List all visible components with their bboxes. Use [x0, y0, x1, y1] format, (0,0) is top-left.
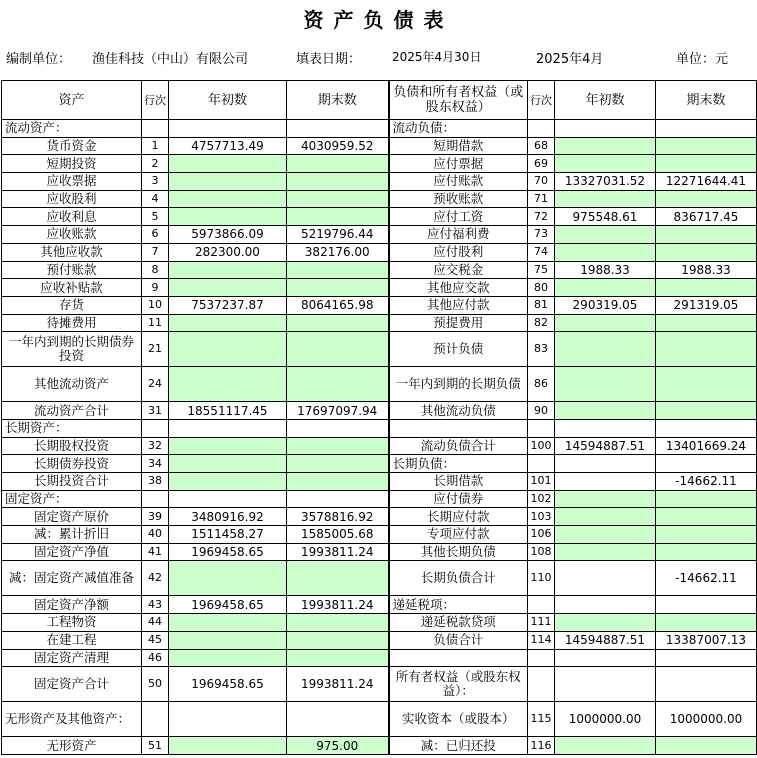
liability-label: 应付股利	[389, 243, 528, 261]
page-title: 资产负债表	[303, 8, 454, 32]
header-row-no-2: 行次	[528, 81, 555, 120]
asset-begin-value: 1969458.65	[169, 543, 287, 561]
liability-row-no: 115	[528, 702, 555, 737]
asset-end-value	[287, 614, 389, 632]
asset-end-value: 1993811.24	[287, 596, 389, 614]
asset-row-no: 11	[142, 314, 169, 332]
liability-begin-value	[555, 137, 656, 155]
liability-label: 实收资本（或股本）	[389, 702, 528, 737]
liability-end-value	[656, 402, 757, 420]
asset-end-value	[287, 173, 389, 191]
asset-row-no: 46	[142, 649, 169, 667]
liability-label: 长期负债：	[389, 455, 528, 473]
asset-begin-value: 3480916.92	[169, 508, 287, 526]
asset-begin-value	[169, 631, 287, 649]
asset-label: 待摊费用	[2, 314, 142, 332]
table-row	[2, 596, 757, 614]
asset-begin-value: 18551117.45	[169, 402, 287, 420]
asset-row-no: 51	[142, 737, 169, 755]
asset-begin-value: 7537237.87	[169, 296, 287, 314]
liability-label: 应交税金	[389, 261, 528, 279]
asset-begin-value	[169, 614, 287, 632]
asset-begin-value: 4757713.49	[169, 137, 287, 155]
liability-end-value	[656, 367, 757, 402]
liability-begin-value	[555, 490, 656, 508]
asset-begin-value: 1511458.27	[169, 526, 287, 544]
asset-row-no	[142, 702, 169, 737]
asset-row-no: 4	[142, 190, 169, 208]
asset-begin-value	[169, 737, 287, 755]
liability-row-no	[528, 649, 555, 667]
asset-row-no: 2	[142, 155, 169, 173]
liability-row-no: 83	[528, 332, 555, 367]
liability-begin-value	[555, 649, 656, 667]
asset-end-value	[287, 120, 389, 138]
asset-row-no: 3	[142, 173, 169, 191]
liability-end-value	[656, 137, 757, 155]
liability-row-no	[528, 667, 555, 702]
asset-label: 固定资产净额	[2, 596, 142, 614]
table-row	[2, 137, 757, 155]
liability-label: 预收账款	[389, 190, 528, 208]
asset-label: 流动资产：	[2, 120, 142, 138]
asset-label: 其他流动资产	[2, 367, 142, 402]
liability-begin-value	[555, 367, 656, 402]
liability-end-value	[656, 596, 757, 614]
liability-label	[389, 649, 528, 667]
liability-label: 其他长期负债	[389, 543, 528, 561]
asset-label: 固定资产：	[2, 490, 142, 508]
liability-end-value: 13387007.13	[656, 631, 757, 649]
asset-row-no: 38	[142, 473, 169, 491]
asset-begin-value	[169, 473, 287, 491]
liability-begin-value	[555, 526, 656, 544]
table-row	[2, 455, 757, 473]
liability-row-no: 101	[528, 473, 555, 491]
currency-unit: 单位：元	[676, 52, 729, 67]
liability-end-value	[656, 120, 757, 138]
asset-end-value	[287, 437, 389, 455]
asset-row-no: 42	[142, 561, 169, 596]
liability-label: 一年内到期的长期负债	[389, 367, 528, 402]
liability-row-no	[528, 455, 555, 473]
asset-label: 长期债券投资	[2, 455, 142, 473]
liability-end-value	[656, 667, 757, 702]
asset-label: 在建工程	[2, 631, 142, 649]
liability-row-no: 80	[528, 279, 555, 297]
asset-begin-value	[169, 261, 287, 279]
liability-label: 所有者权益（或股东权益）：	[389, 667, 528, 702]
liability-begin-value: 14594887.51	[555, 631, 656, 649]
asset-begin-value	[169, 367, 287, 402]
asset-end-value: 1585005.68	[287, 526, 389, 544]
liability-end-value	[656, 243, 757, 261]
liability-end-value	[656, 190, 757, 208]
liability-begin-value	[555, 508, 656, 526]
asset-label: 减：累计折旧	[2, 526, 142, 544]
asset-label: 其他应收款	[2, 243, 142, 261]
asset-begin-value	[169, 437, 287, 455]
asset-label: 应收利息	[2, 208, 142, 226]
asset-end-value	[287, 419, 389, 437]
table-row	[2, 279, 757, 297]
liability-end-value	[656, 419, 757, 437]
liability-begin-value	[555, 226, 656, 244]
table-row	[2, 332, 757, 367]
asset-row-no: 10	[142, 296, 169, 314]
balance-sheet-table	[1, 80, 757, 755]
company-name: 渔佳科技（中山）有限公司	[92, 52, 249, 67]
liability-label: 长期负债合计	[389, 561, 528, 596]
asset-end-value: 975.00	[287, 737, 389, 755]
table-row	[2, 261, 757, 279]
asset-end-value	[287, 490, 389, 508]
liability-begin-value	[555, 561, 656, 596]
table-body	[2, 120, 757, 755]
asset-label: 存货	[2, 296, 142, 314]
asset-label: 固定资产净值	[2, 543, 142, 561]
asset-end-value	[287, 155, 389, 173]
table-row	[2, 561, 757, 596]
liability-label: 减：已归还投	[389, 737, 528, 755]
asset-end-value: 8064165.98	[287, 296, 389, 314]
table-row	[2, 543, 757, 561]
liability-begin-value: 13327031.52	[555, 173, 656, 191]
asset-end-value	[287, 455, 389, 473]
asset-end-value: 17697097.94	[287, 402, 389, 420]
table-row	[2, 173, 757, 191]
report-info	[0, 48, 757, 66]
asset-label: 无形资产及其他资产：	[2, 702, 142, 737]
asset-end-value: 5219796.44	[287, 226, 389, 244]
asset-label: 应收票据	[2, 173, 142, 191]
liability-end-value	[656, 455, 757, 473]
liability-row-no	[528, 120, 555, 138]
liability-label: 预计负债	[389, 332, 528, 367]
asset-row-no: 24	[142, 367, 169, 402]
asset-begin-value	[169, 279, 287, 297]
liability-label: 专项应付款	[389, 526, 528, 544]
header-liabilities: 负债和所有者权益（或股东权益）	[389, 81, 528, 120]
liability-label: 长期应付款	[389, 508, 528, 526]
asset-row-no	[142, 419, 169, 437]
asset-end-value	[287, 190, 389, 208]
asset-label: 应收股利	[2, 190, 142, 208]
liability-begin-value: 14594887.51	[555, 437, 656, 455]
table-row	[2, 649, 757, 667]
asset-begin-value	[169, 419, 287, 437]
period: 2025年4月	[536, 52, 604, 67]
liability-begin-value	[555, 667, 656, 702]
liability-label: 递延税项：	[389, 596, 528, 614]
asset-begin-value	[169, 332, 287, 367]
liability-row-no	[528, 596, 555, 614]
asset-label: 应收账款	[2, 226, 142, 244]
table-row	[2, 155, 757, 173]
asset-row-no: 41	[142, 543, 169, 561]
liability-row-no: 103	[528, 508, 555, 526]
table-row	[2, 631, 757, 649]
liability-label: 长期借款	[389, 473, 528, 491]
liability-end-value	[656, 314, 757, 332]
asset-begin-value: 1969458.65	[169, 667, 287, 702]
asset-row-no: 39	[142, 508, 169, 526]
liability-row-no: 111	[528, 614, 555, 632]
asset-begin-value	[169, 208, 287, 226]
asset-begin-value: 5973866.09	[169, 226, 287, 244]
liability-end-value	[656, 508, 757, 526]
liability-row-no	[528, 419, 555, 437]
liability-begin-value	[555, 332, 656, 367]
header-end: 期末数	[287, 81, 389, 120]
asset-end-value: 3578816.92	[287, 508, 389, 526]
liability-end-value	[656, 649, 757, 667]
asset-begin-value	[169, 702, 287, 737]
asset-label: 固定资产清理	[2, 649, 142, 667]
table-row	[2, 702, 757, 737]
asset-label: 预付账款	[2, 261, 142, 279]
liability-row-no: 71	[528, 190, 555, 208]
asset-end-value	[287, 649, 389, 667]
liability-end-value	[656, 279, 757, 297]
header-row-no: 行次	[142, 81, 169, 120]
table-row	[2, 314, 757, 332]
table-row	[2, 614, 757, 632]
liability-begin-value: 975548.61	[555, 208, 656, 226]
liability-row-no: 75	[528, 261, 555, 279]
liability-begin-value	[555, 455, 656, 473]
liability-label: 其他应交款	[389, 279, 528, 297]
liability-row-no: 70	[528, 173, 555, 191]
asset-row-no: 31	[142, 402, 169, 420]
table-row	[2, 243, 757, 261]
liability-end-value	[656, 332, 757, 367]
asset-end-value	[287, 367, 389, 402]
asset-row-no: 32	[142, 437, 169, 455]
asset-begin-value	[169, 561, 287, 596]
header-begin: 年初数	[169, 81, 287, 120]
asset-row-no: 45	[142, 631, 169, 649]
asset-begin-value	[169, 455, 287, 473]
liability-end-value	[656, 614, 757, 632]
table-row	[2, 367, 757, 402]
date-label: 填表日期：	[296, 52, 362, 67]
liability-row-no: 72	[528, 208, 555, 226]
table-row	[2, 226, 757, 244]
table-row	[2, 296, 757, 314]
liability-begin-value: 290319.05	[555, 296, 656, 314]
liability-row-no: 90	[528, 402, 555, 420]
liability-end-value: 13401669.24	[656, 437, 757, 455]
asset-row-no: 50	[142, 667, 169, 702]
liability-row-no: 82	[528, 314, 555, 332]
liability-row-no: 102	[528, 490, 555, 508]
table-row	[2, 737, 757, 755]
date-value: 2025年4月30日	[392, 50, 482, 64]
asset-end-value	[287, 314, 389, 332]
liability-label: 预提费用	[389, 314, 528, 332]
liability-begin-value	[555, 737, 656, 755]
liability-label: 其他应付款	[389, 296, 528, 314]
liability-begin-value	[555, 614, 656, 632]
asset-row-no: 7	[142, 243, 169, 261]
asset-label: 应收补贴款	[2, 279, 142, 297]
liability-row-no: 106	[528, 526, 555, 544]
asset-row-no	[142, 120, 169, 138]
liability-row-no: 116	[528, 737, 555, 755]
liability-label: 短期借款	[389, 137, 528, 155]
asset-begin-value	[169, 649, 287, 667]
asset-begin-value	[169, 173, 287, 191]
asset-row-no: 8	[142, 261, 169, 279]
liability-end-value: 836717.45	[656, 208, 757, 226]
asset-begin-value	[169, 490, 287, 508]
asset-row-no: 1	[142, 137, 169, 155]
table-row	[2, 437, 757, 455]
liability-end-value	[656, 737, 757, 755]
liability-row-no: 86	[528, 367, 555, 402]
asset-begin-value	[169, 190, 287, 208]
asset-label: 长期资产：	[2, 419, 142, 437]
liability-begin-value	[555, 473, 656, 491]
asset-row-no: 34	[142, 455, 169, 473]
asset-begin-value: 1969458.65	[169, 596, 287, 614]
liability-end-value: -14662.11	[656, 473, 757, 491]
table-row	[2, 473, 757, 491]
table-row	[2, 402, 757, 420]
liability-begin-value	[555, 543, 656, 561]
liability-end-value	[656, 226, 757, 244]
liability-begin-value: 1000000.00	[555, 702, 656, 737]
liability-label: 负债合计	[389, 631, 528, 649]
liability-label: 应付工资	[389, 208, 528, 226]
asset-label: 短期投资	[2, 155, 142, 173]
liability-begin-value: 1988.33	[555, 261, 656, 279]
asset-label: 长期股权投资	[2, 437, 142, 455]
table-row	[2, 526, 757, 544]
liability-end-value	[656, 490, 757, 508]
asset-label: 无形资产	[2, 737, 142, 755]
asset-begin-value	[169, 314, 287, 332]
asset-end-value	[287, 473, 389, 491]
asset-begin-value	[169, 155, 287, 173]
asset-row-no: 40	[142, 526, 169, 544]
asset-end-value	[287, 208, 389, 226]
liability-row-no: 81	[528, 296, 555, 314]
liability-end-value	[656, 543, 757, 561]
liability-begin-value	[555, 279, 656, 297]
liability-row-no: 100	[528, 437, 555, 455]
liability-row-no: 73	[528, 226, 555, 244]
liability-label: 其他流动负债	[389, 402, 528, 420]
liability-row-no: 68	[528, 137, 555, 155]
header-asset: 资产	[2, 81, 142, 120]
header-end-2: 期末数	[656, 81, 757, 120]
liability-end-value: 1988.33	[656, 261, 757, 279]
table-row	[2, 667, 757, 702]
table-row	[2, 208, 757, 226]
liability-row-no: 69	[528, 155, 555, 173]
liability-row-no: 74	[528, 243, 555, 261]
liability-begin-value	[555, 155, 656, 173]
table-row	[2, 190, 757, 208]
liability-label: 应付票据	[389, 155, 528, 173]
liability-end-value	[656, 526, 757, 544]
liability-begin-value	[555, 419, 656, 437]
asset-row-no: 6	[142, 226, 169, 244]
asset-end-value	[287, 261, 389, 279]
asset-label: 工程物资	[2, 614, 142, 632]
asset-row-no: 9	[142, 279, 169, 297]
asset-end-value	[287, 279, 389, 297]
asset-label: 一年内到期的长期债券投资	[2, 332, 142, 367]
asset-row-no	[142, 490, 169, 508]
header-begin-2: 年初数	[555, 81, 656, 120]
asset-label: 减：固定资产减值准备	[2, 561, 142, 596]
asset-label: 货币资金	[2, 137, 142, 155]
liability-label: 应付债券	[389, 490, 528, 508]
asset-row-no: 21	[142, 332, 169, 367]
asset-end-value: 1993811.24	[287, 543, 389, 561]
asset-begin-value: 282300.00	[169, 243, 287, 261]
asset-end-value: 4030959.52	[287, 137, 389, 155]
liability-begin-value	[555, 314, 656, 332]
liability-label: 流动负债：	[389, 120, 528, 138]
table-row	[2, 508, 757, 526]
liability-label: 递延税款贷项	[389, 614, 528, 632]
asset-end-value	[287, 702, 389, 737]
liability-begin-value	[555, 596, 656, 614]
asset-begin-value	[169, 120, 287, 138]
asset-end-value	[287, 631, 389, 649]
liability-label: 应付福利费	[389, 226, 528, 244]
asset-end-value	[287, 332, 389, 367]
liability-end-value: 1000000.00	[656, 702, 757, 737]
asset-label: 固定资产合计	[2, 667, 142, 702]
asset-row-no: 44	[142, 614, 169, 632]
asset-end-value: 382176.00	[287, 243, 389, 261]
liability-label	[389, 419, 528, 437]
liability-row-no: 110	[528, 561, 555, 596]
liability-end-value	[656, 155, 757, 173]
asset-label: 固定资产原价	[2, 508, 142, 526]
table-row	[2, 490, 757, 508]
liability-begin-value	[555, 120, 656, 138]
liability-label: 应付账款	[389, 173, 528, 191]
table-row	[2, 120, 757, 138]
asset-end-value	[287, 561, 389, 596]
asset-row-no: 43	[142, 596, 169, 614]
liability-begin-value	[555, 402, 656, 420]
unit-label: 编制单位：	[6, 52, 72, 67]
asset-end-value: 1993811.24	[287, 667, 389, 702]
table-row	[2, 419, 757, 437]
liability-end-value: -14662.11	[656, 561, 757, 596]
liability-begin-value	[555, 243, 656, 261]
asset-label: 流动资产合计	[2, 402, 142, 420]
liability-row-no: 108	[528, 543, 555, 561]
asset-row-no: 5	[142, 208, 169, 226]
liability-end-value: 291319.05	[656, 296, 757, 314]
liability-begin-value	[555, 190, 656, 208]
liability-end-value: 12271644.41	[656, 173, 757, 191]
liability-row-no: 114	[528, 631, 555, 649]
liability-label: 流动负债合计	[389, 437, 528, 455]
asset-label: 长期投资合计	[2, 473, 142, 491]
